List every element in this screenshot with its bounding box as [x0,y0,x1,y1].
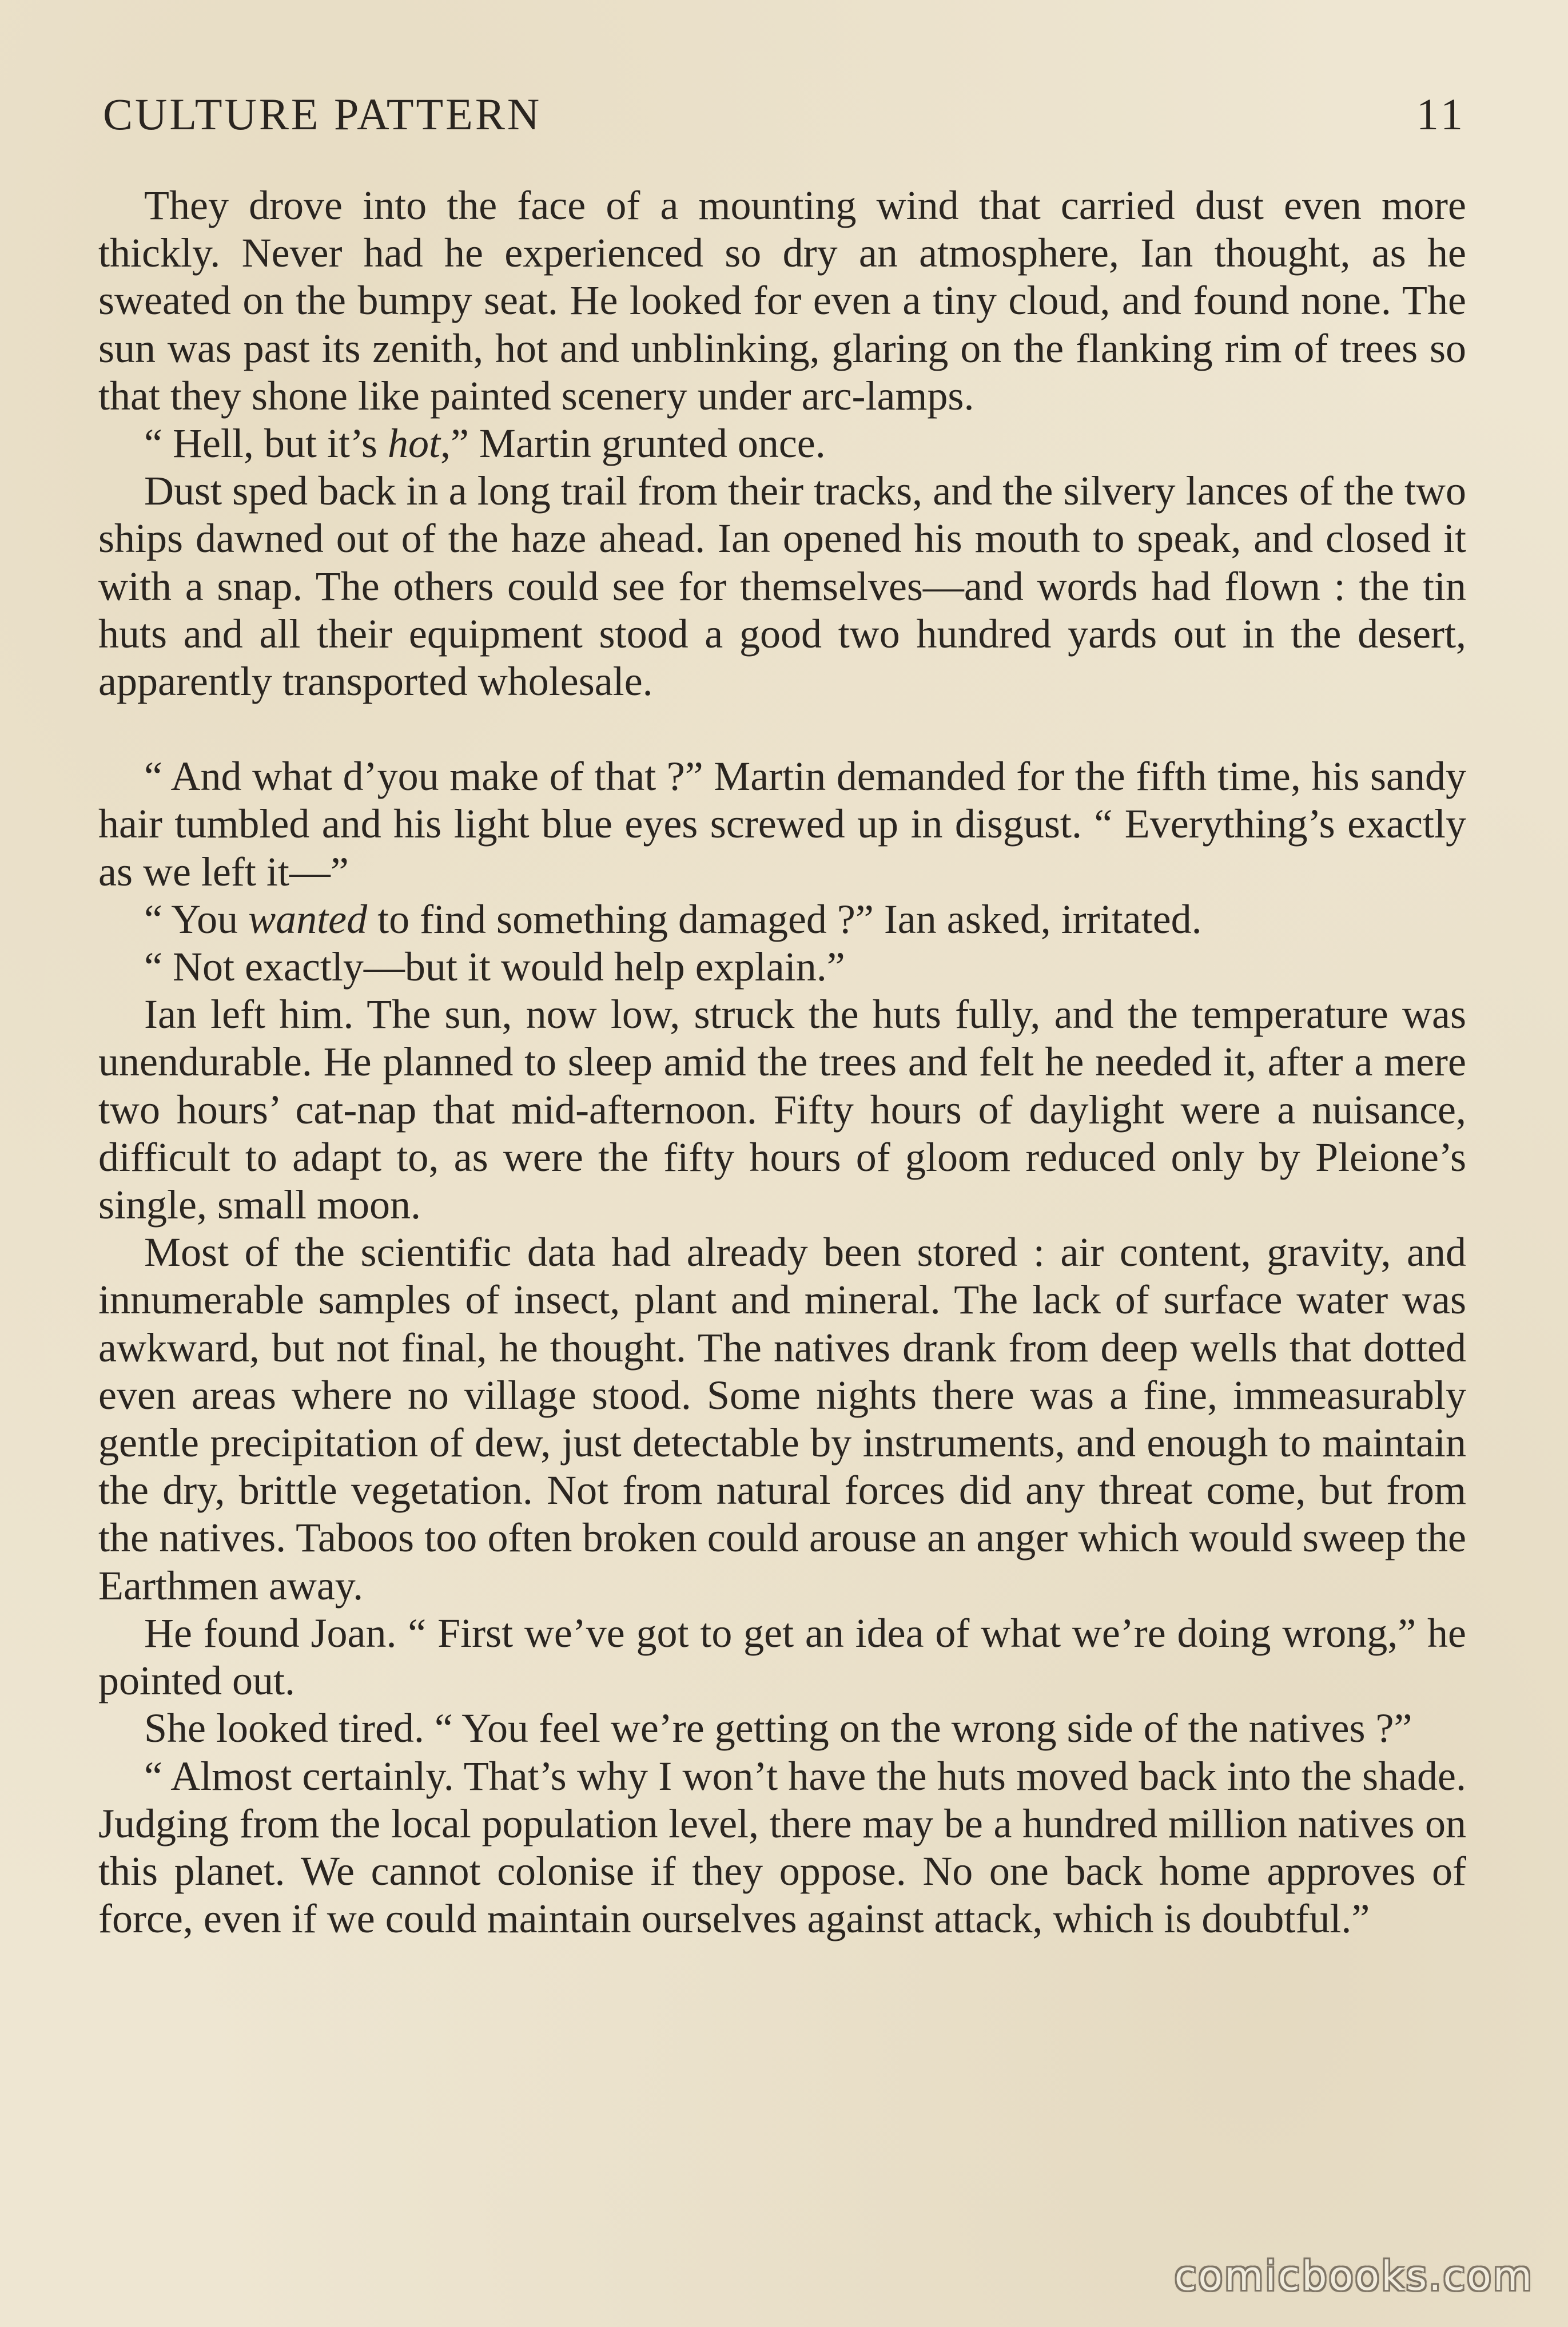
paragraph: Most of the scientific data had already been stored : air content, gravity, and innumerable samples of insect, plant and mineral. The lack of surface water was awkward, but not final, he thought. The natives drank from deep wells that dotted even areas where no village stood. Some nights there was a fine, immeasurably gentle precipitation of dew, just detectable by instruments, and enough to maintain the dry, brittle vegetation. Not from natural forces did any threat come, but from the natives. Taboos too often broken could arouse an anger which would sweep the Earthmen away. [98,1229,1466,1609]
page-header [98,86,1466,149]
book-page [98,86,1466,2260]
text-run: “ Hell, but it’s [144,420,388,467]
paragraph [98,420,1466,467]
paragraph [98,896,1466,943]
text-run: to find something damaged ?” Ian asked, irritated. [367,896,1202,942]
watermark: comicbooks.com [1174,2253,1534,2300]
paragraph: “ And what d’you make of that ?” Martin demanded for the fifth time, his sandy hair tumbled and his light blue eyes screwed up in disgust. “ Everything’s exactly as we left it—” [98,753,1466,895]
paragraph: He found Joan. “ First we’ve got to get an idea of what we’re doing wrong,” he pointed out. [98,1610,1466,1704]
paragraph: They drove into the face of a mounting wind that carried dust even more thickly. Never had he experienced so dry an atmosphere, Ian thought, as he sweated on the bumpy seat. He looked for even a tiny cloud, and found none. The sun was past its zenith, hot and unblinking, glaring on the flanking rim of trees so that they shone like painted scenery under arc-lamps. [98,182,1466,419]
text-run: “ You [144,896,249,942]
paragraph: She looked tired. “ You feel we’re getting on the wrong side of the natives ?” [144,1705,1412,1752]
page-number: 11 [1416,89,1466,139]
text-run: ,” Martin grunted once. [440,420,826,467]
italic-word: wanted [248,896,368,942]
running-title: CULTURE PATTERN [103,89,542,139]
paragraph: “ Not exactly—but it would help explain.” [144,944,845,990]
body-text [98,182,1466,1943]
paragraph: Ian left him. The sun, now low, struck the huts fully, and the temperature was unendurable. He planned to sleep amid the trees and felt he needed it, after a mere two hours’ cat-nap that mid-afternoon. Fifty hours of daylight were a nuisance, difficult to adapt to, as were the fifty hours of gloom reduced only by Pleione’s single, small moon. [98,991,1466,1228]
paragraph: Dust sped back in a long trail from their tracks, and the silvery lances of the two ships dawned out of the haze ahead. Ian opened his mouth to speak, and closed it with a snap. The others could see for themselves—and words had flown : the tin huts and all their equipment stood a good two hundred yards out in the desert, apparently transported wholesale. [98,468,1466,705]
paragraph: “ Almost certainly. That’s why I won’t have the huts moved back into the shade. Judging from the local population level, there may be a hundred million natives on this planet. We cannot colonise if they oppose. No one back home approves of force, even if we could maintain ourselves against attack, which is doubtful.” [98,1753,1466,1942]
italic-word: hot [387,420,440,467]
